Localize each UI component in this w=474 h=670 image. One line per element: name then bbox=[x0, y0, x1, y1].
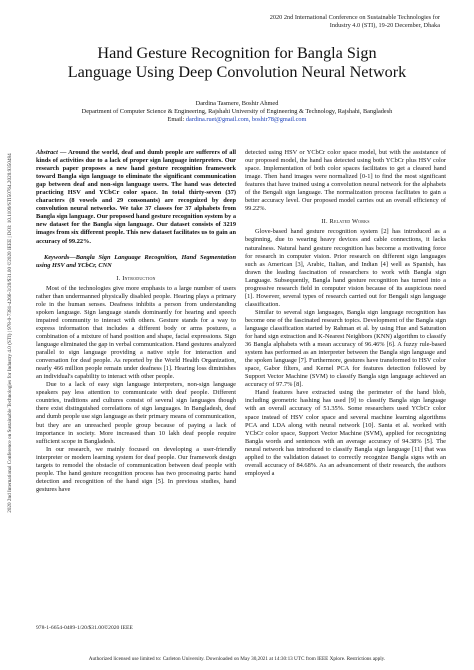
paper-title bbox=[24, 44, 450, 82]
paragraph: Most of the technologies give more emphasis to a large number of users rather than undermanned physically disabled people. Hearing plays a primary role in the human senses. Deafness inhibits a person from understanding spoken language. Sign language stands dominantly for hearing and speech impaired community to interact with others. Gesture stands for a way to express information that includes a different body or arms postures, a combination of a mixture of hand position and shape, facial expressions. Sign language eliminated the gap in verbal communication. Hand gestures analyzed parallel to sign language providing a native style for interaction and conversation for deaf people. As reported by the World Health Organization, nearly 466 million people remain under deafness [1]. Hearing loss diminishes an individual's capability to interact with other people. bbox=[36, 284, 236, 381]
doi-sidebar-text: 2020 2nd International Conference on Sustainable Technologies for Industry 4.0 (STI) | 978-0-7381-4266-3/20/$31.00 ©2020 IEEE | DOI: 10.1109/STI50764.2020.9350484 bbox=[7, 152, 13, 513]
ieee-code: 978-1-6654-0489-1/20/$31.00©2020 IEEE bbox=[36, 625, 133, 631]
section-heading-related-works: II. Related Works bbox=[321, 218, 370, 226]
conference-line-2: Industry 4.0 (STI), 19-20 December, Dhaka bbox=[329, 22, 440, 29]
license-notice: Authorized licensed use limited to: Carleton University. Downloaded on May 30,2021 at 14:30:13 UTC from IEEE Xplore. Restrictions apply. bbox=[88, 656, 386, 662]
keywords-lead: Keywords— bbox=[44, 253, 76, 261]
author-affiliation: Department of Computer Science & Engineering, Rajshahi University of Engineering & Technology, Rajshahi, Bangladesh bbox=[81, 108, 393, 115]
left-column bbox=[36, 149, 236, 494]
conference-header bbox=[180, 14, 440, 30]
author-names: Dardina Tasmere, Boshir Ahmed bbox=[195, 100, 279, 107]
conference-line-1: 2020 2nd International Conference on Sustainable Technologies for bbox=[269, 14, 440, 21]
paragraph: Hand features have extracted using the perimeter of the hand blob, including geometric hashing has used [9] to classify Bangla sign language with an overall accuracy of 51.35%. Some researchers used YCbCr color space instead of HSV color space and several machine learning algorithms PCA and LDA along with neural network [10]. Santa et al. worked with YCbCr color space, Support Vector Machine (SVM), applied for recognizing Bangla words and sentences with an average accuracy of 94.38% [5]. The neural network has introduced to classify Bangla sign language [11] that was applied to the validation dataset to correctly recognize Bangla signs with an overall accuracy of 84.68%. As an advancement of their research, the authors employed a bbox=[245, 389, 446, 477]
author-email-line bbox=[40, 116, 434, 124]
paragraph: In our research, we mainly focused on developing a user-friendly interpreter or modern learning system for deaf people. Our framework design targets to remodel the obstacle of communication between deaf people with people. The hand gesture recognition process has two processing parts: hand detection and recognition of the hand sign [5]. In previous studies, hand gestures have bbox=[36, 445, 236, 493]
paragraph: detected using HSV or YCbCr color space model, but with the assistance of our proposed model, the hand has detected using both YCbCr plus HSV color space. Implementation of both color spaces facilitates to get a cleared hand image. Then hand images were normalized [0-1] to find the most significant features that have trained using a convolution neural network for the alphabets of the Bengali sign language. The normalization process facilitates to gain a better accuracy level. Our proposed model carries out an overall efficiency of 99.22%. bbox=[245, 149, 446, 213]
doi-sidebar bbox=[2, 20, 18, 645]
paragraph: Due to a lack of easy sign language interpreters, non-sign language speakers pay less attention to communicate with deaf people. Different countries, traditions and cultures consist of several sign languages though there exist distinguished correlations of sign languages. In Bangladesh, deaf and dumb people use sign language as their primary means of communication, but they are an unreached people group because of paying a lack of importance in society. More increased than 10 lakh deaf people require sufficient scope in Bangladesh. bbox=[36, 381, 236, 445]
title-line-1: Hand Gesture Recognition for Bangla Sign bbox=[97, 44, 377, 62]
paragraph: Similar to several sign languages, Bangla sign language recognition has become one of the fascinated research topics. Development of the Bangla sign language classification started by Rahman et al. by using Hue and Saturation for hand sign extraction and K-Nearest Neighbors (KNN) algorithm to classify 36 Bangla alphabets with a mean accuracy of 96.46% [6]. A fuzzy rule-based system has performed as an interpreter between the Bangla sign language and the spoken language [7]. Furthermore, gestures have transformed to HSV color space, Gabor filters, and Kernel PCA for features detection followed by Support Vector Machine (SVM) to classify Bangla sign language achieved an accuracy of 97.7% [8]. bbox=[245, 308, 446, 389]
keywords-text: Bangla Sign Language Recognition, Hand Segmentation using HSV and YCbCr, CNN bbox=[36, 253, 236, 269]
abstract bbox=[36, 149, 236, 246]
keywords bbox=[36, 254, 236, 270]
email-label: Email: bbox=[167, 116, 185, 123]
right-column bbox=[245, 149, 446, 478]
abstract-lead: Abstract bbox=[36, 149, 58, 156]
author-block bbox=[40, 100, 434, 124]
section-heading-introduction: I. Introduction bbox=[116, 274, 156, 282]
paragraph: Glove-based hand gesture recognition system [2] has introduced as a beginning, due to wearing heavy devices and cable connections, it lacks naturalness. Natural hand gesture recognition has become a motivating force for research in computer vision. Prior research on different sign languages such as American [3], Arabic, Italian, and Indian [4] well as Spanish, has drawn the leading fascination of researchers to work with Bangla sign Language. Subsequently, Bangla hand gesture recognition has turned into a progressive research field in computer vision because of its auspicious need [1]. However, several types of research carried out for Bengali sign language classification. bbox=[245, 228, 446, 308]
title-line-2: Language Using Deep Convolution Neural Network bbox=[67, 63, 407, 81]
email-link[interactable]: dardina.ruet@gmail.com, boshir78@gmail.com bbox=[185, 116, 307, 123]
abstract-text: — Around the world, deaf and dumb people are sufferers of all kinds of activities due to a lack of proper sign language interpreters. Our research paper proposes a new hand gesture recognition framework toward Bangla sign language to eliminate the significant communication gap between deaf and non-sign language users. The hand was detected practicing HSV and YCbCr color space. In total thirty-seven (37) characters (8 vowels and 29 consonants) are recognized by deep convolution neural networks. We take 37 classes for 37 alphabets from Bangla sign language. Our proposed hand gesture recognition system by a new dataset for the Bangla sign language. Our dataset consists of 3219 images from six different people. This new dataset facilitates us to gain an accuracy of 99.22%. bbox=[36, 149, 236, 245]
